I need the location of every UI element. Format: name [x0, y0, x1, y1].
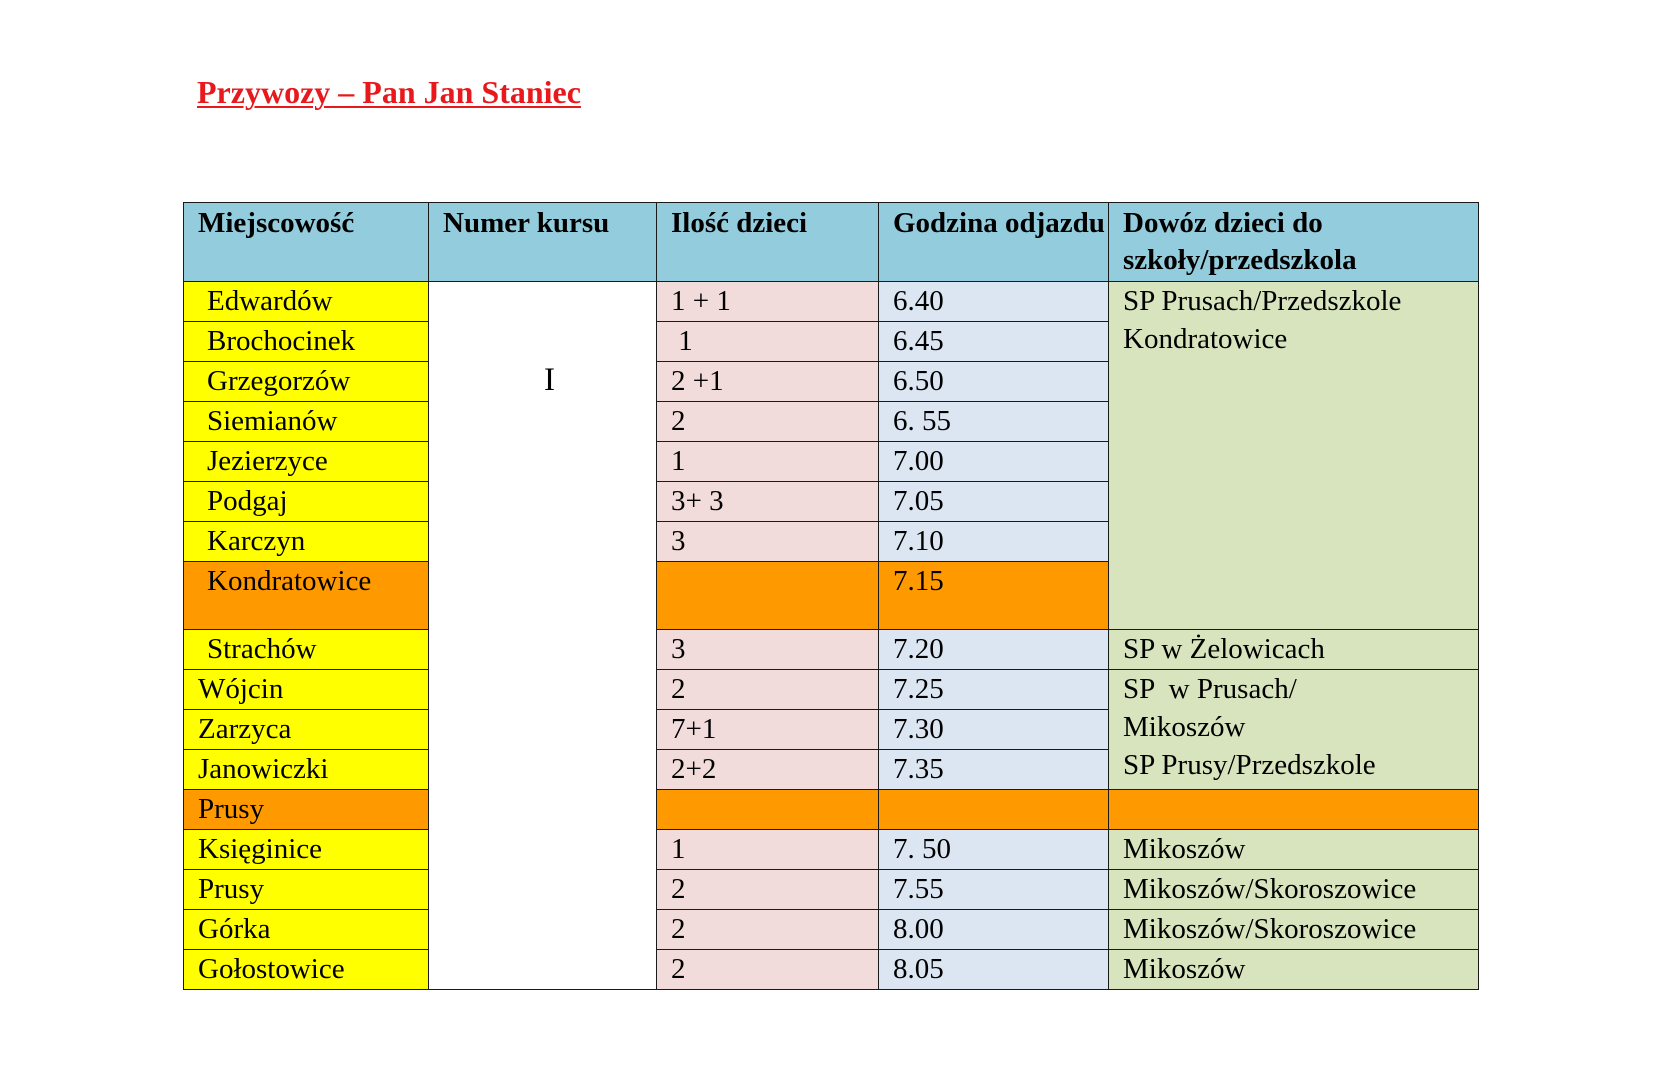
cell-miejscowosc: Podgaj — [184, 482, 429, 522]
cell-miejscowosc: Prusy — [184, 870, 429, 910]
cell-dowoz: Mikoszów/Skoroszowice — [1109, 910, 1479, 950]
cell-ilosc-dzieci: 2 — [657, 910, 879, 950]
table-row — [184, 950, 1479, 990]
cell-godzina: 6.40 — [879, 282, 1109, 322]
table-row — [184, 830, 1479, 870]
cell-godzina: 7.05 — [879, 482, 1109, 522]
table-row — [184, 282, 1479, 322]
cell-godzina: 6. 55 — [879, 402, 1109, 442]
cell-dowoz — [1109, 670, 1479, 790]
cell-miejscowosc: Jezierzyce — [184, 442, 429, 482]
destination-line: SP Prusy/Przedszkole — [1123, 749, 1376, 781]
destination-line: Kondratowice — [1123, 323, 1288, 355]
cell-ilosc-dzieci: 2+2 — [657, 750, 879, 790]
header-dowoz: Dowóz dzieci do szkoły/przedszkola — [1109, 203, 1479, 282]
cell-ilosc-dzieci: 2 — [657, 670, 879, 710]
cell-miejscowosc: Strachów — [184, 630, 429, 670]
cell-godzina: 7.10 — [879, 522, 1109, 562]
cell-dowoz: Mikoszów — [1109, 950, 1479, 990]
cell-dowoz — [1109, 282, 1479, 630]
cell-miejscowosc: Księginice — [184, 830, 429, 870]
cell-ilosc-dzieci: 1 — [657, 830, 879, 870]
cell-godzina: 7.30 — [879, 710, 1109, 750]
cell-ilosc-dzieci: 2 — [657, 870, 879, 910]
cell-godzina: 6.50 — [879, 362, 1109, 402]
cell-godzina: 7.00 — [879, 442, 1109, 482]
header-godzina-odjazdu: Godzina odjazdu — [879, 203, 1109, 282]
header-numer-kursu: Numer kursu — [429, 203, 657, 282]
cell-miejscowosc: Górka — [184, 910, 429, 950]
header-ilosc-dzieci: Ilość dzieci — [657, 203, 879, 282]
cell-ilosc-dzieci: 3 — [657, 522, 879, 562]
cell-dowoz: SP w Żelowicach — [1109, 630, 1479, 670]
cell-ilosc-dzieci: 3 — [657, 630, 879, 670]
cell-godzina: 7.20 — [879, 630, 1109, 670]
destination-line: SP w Prusach/ — [1123, 673, 1297, 705]
cell-dowoz — [1109, 790, 1479, 830]
cell-numer-kursu — [429, 282, 657, 990]
header-miejscowosc: Miejscowość — [184, 203, 429, 282]
transport-schedule-table — [183, 202, 1479, 990]
cell-miejscowosc: Zarzyca — [184, 710, 429, 750]
cell-miejscowosc: Kondratowice — [184, 562, 429, 630]
cell-godzina: 8.05 — [879, 950, 1109, 990]
cell-miejscowosc: Siemianów — [184, 402, 429, 442]
header-row — [184, 203, 1479, 282]
destination-line: SP Prusach/Przedszkole — [1123, 285, 1402, 317]
course-number: I — [544, 362, 555, 398]
document-title: Przywozy – Pan Jan Staniec — [197, 74, 581, 110]
cell-ilosc-dzieci: 7+1 — [657, 710, 879, 750]
cell-godzina: 8.00 — [879, 910, 1109, 950]
table-row — [184, 670, 1479, 710]
cell-miejscowosc: Karczyn — [184, 522, 429, 562]
cell-ilosc-dzieci: 2 — [657, 950, 879, 990]
cell-godzina: 7.35 — [879, 750, 1109, 790]
cell-godzina: 7.15 — [879, 562, 1109, 630]
cell-godzina: 7.55 — [879, 870, 1109, 910]
cell-godzina: 7.25 — [879, 670, 1109, 710]
cell-godzina: 7. 50 — [879, 830, 1109, 870]
cell-ilosc-dzieci: 3+ 3 — [657, 482, 879, 522]
cell-miejscowosc: Edwardów — [184, 282, 429, 322]
cell-ilosc-dzieci: 1 + 1 — [657, 282, 879, 322]
cell-miejscowosc: Janowiczki — [184, 750, 429, 790]
cell-ilosc-dzieci: 1 — [657, 442, 879, 482]
table-row — [184, 630, 1479, 670]
cell-miejscowosc: Grzegorzów — [184, 362, 429, 402]
cell-godzina — [879, 790, 1109, 830]
cell-miejscowosc: Prusy — [184, 790, 429, 830]
cell-godzina: 6.45 — [879, 322, 1109, 362]
cell-ilosc-dzieci: 2 +1 — [657, 362, 879, 402]
cell-dowoz: Mikoszów/Skoroszowice — [1109, 870, 1479, 910]
cell-miejscowosc: Brochocinek — [184, 322, 429, 362]
cell-dowoz: Mikoszów — [1109, 830, 1479, 870]
cell-miejscowosc: Wójcin — [184, 670, 429, 710]
table-row — [184, 790, 1479, 830]
cell-ilosc-dzieci: 2 — [657, 402, 879, 442]
table-row — [184, 910, 1479, 950]
cell-ilosc-dzieci — [657, 562, 879, 630]
destination-line: Mikoszów — [1123, 711, 1246, 743]
cell-miejscowosc: Gołostowice — [184, 950, 429, 990]
cell-ilosc-dzieci — [657, 790, 879, 830]
cell-ilosc-dzieci: 1 — [657, 322, 879, 362]
table-row — [184, 870, 1479, 910]
